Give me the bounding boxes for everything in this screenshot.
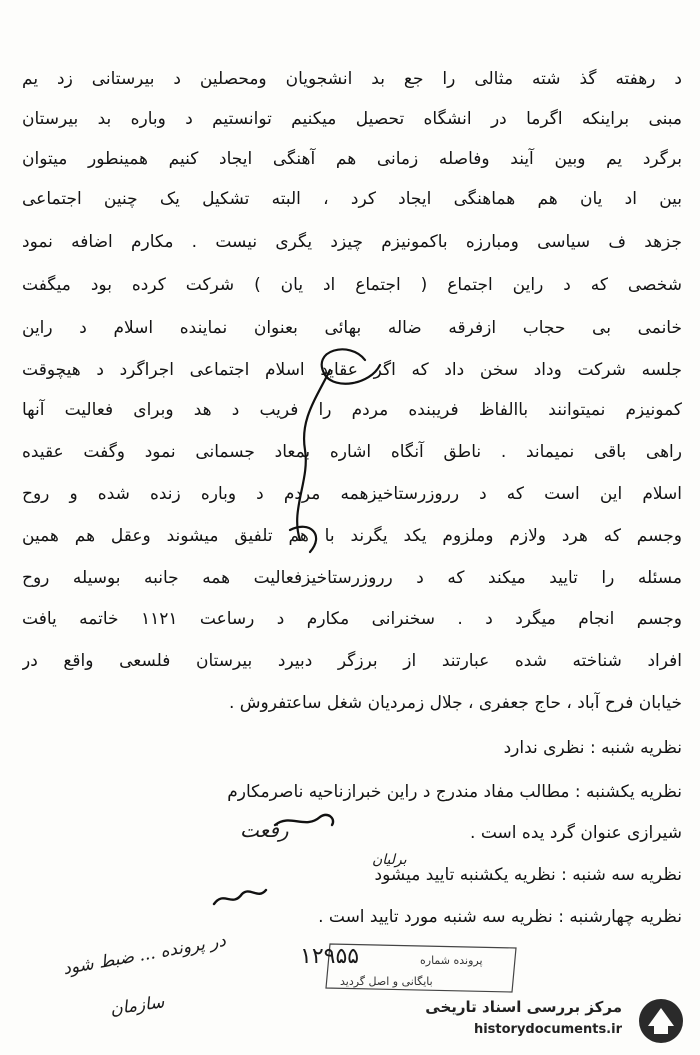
note-saturday: نظریه شنبه : نظری ندارد: [503, 738, 682, 758]
margin-note-handwriting-2: سازمان: [108, 992, 166, 1020]
note-sunday-cont: شیرازی عنوان گرد یده است .: [470, 823, 682, 843]
paragraph-line: وجسم که هرد ولازم وملزوم یکد یگرند با هم تلفیق میشوند وعقل هم همین: [22, 526, 682, 546]
paragraph-line: جزهد ف سیاسی ومبارزه باکمونیزم چیزد یگری نیست . مکارم اضافه نمود: [22, 232, 682, 252]
paragraph-line: جلسه شرکت وداد سخن داد که اگر عقاید اسلام اجتماعی اجراگرد د هیچوقت: [22, 360, 682, 380]
paragraph-line: خانمی بی حجاب ازفرقه ضاله بهائی بعنوان نماینده اسلام د راین: [22, 318, 682, 338]
paragraph-line: اسلام این است که د رروزرستاخیزهمه مردم د وباره زنده شده و روح: [22, 484, 682, 504]
paragraph-line: برگرد یم وبین آیند وفاصله زمانی هم آهنگی ایجاد کنیم همینطور میتوان: [22, 149, 682, 169]
archive-logo-icon: [636, 996, 686, 1046]
watermark-title: مرکز بررسی اسناد تاریخی: [425, 998, 622, 1016]
margin-note-handwriting: در پرونده ... ضبط شود: [61, 930, 228, 980]
paragraph-line: د رهفته گذ شته مثالی را جع بد انشجویان ومحصلین د بیرستانی زد یم: [22, 69, 682, 89]
stamp-text-2: بایگانی و اصل گردید: [340, 975, 433, 988]
paragraph-line: خیابان فرح آباد ، حاج جعفری ، جلال زمردیان شغل ساعتفروش .: [229, 693, 682, 713]
paragraph-line: افراد شناخته شده عبارتند از برزگر دبیرد بیرستان فلسعی واقع در: [22, 651, 682, 671]
handwritten-signature-scribble: [270, 330, 400, 560]
paragraph-line: راهی باقی نمیماند . ناطق آنگاه اشاره بمعاد جسمانی نمود وگفت عقیده: [22, 442, 682, 462]
archive-watermark: [420, 992, 692, 1048]
sunday-signature-mark: [270, 805, 340, 835]
note-sunday: نظریه یکشنبه : مطالب مفاد مندرج د راین خبرازناحیه ناصرمکارم: [227, 782, 682, 802]
stamp-text-1: پرونده شماره: [420, 954, 483, 967]
stamp-number: ۱۲۹۵۵: [300, 944, 360, 969]
paragraph-line: وجسم انجام میگرد د . سخنرانی مکارم د رساعت ۱۱۲۱ خاتمه یافت: [22, 609, 682, 629]
note-wednesday: نظریه چهارشنبه : نظریه سه شنبه مورد تایید است .: [318, 907, 682, 927]
watermark-url: historydocuments.ir: [473, 1022, 622, 1037]
sunday-initial-handwriting: رفعت: [240, 818, 289, 842]
tuesday-initial-handwriting: برلیان: [372, 852, 407, 868]
paragraph-line: مبنی براینکه اگرما در انشگاه تحصیل میکنیم توانستیم د وباره بد بیرستان: [22, 109, 682, 129]
paragraph-line: بین اد یان هم هماهنگی ایجاد کرد ، البته تشکیل یک چنین اجتماعی: [22, 189, 682, 209]
note-tuesday: نظریه سه شنبه : نظریه یکشنبه تایید میشود: [374, 865, 682, 885]
paragraph-line: کمونیزم نمیتوانند باالفاظ فریبنده مردم را فریب د هد وبرای فعالیت آنها: [22, 400, 682, 420]
paragraph-line: شخصی که د راین اجتماع ( اجتماع اد یان ) شرکت کرده بود میگفت: [22, 275, 682, 295]
wednesday-signature-mark: [210, 880, 270, 914]
paragraph-line: مسئله را تایید میکند که د رروزرستاخیزفعالیت همه جانبه بوسیله روح: [22, 568, 682, 588]
